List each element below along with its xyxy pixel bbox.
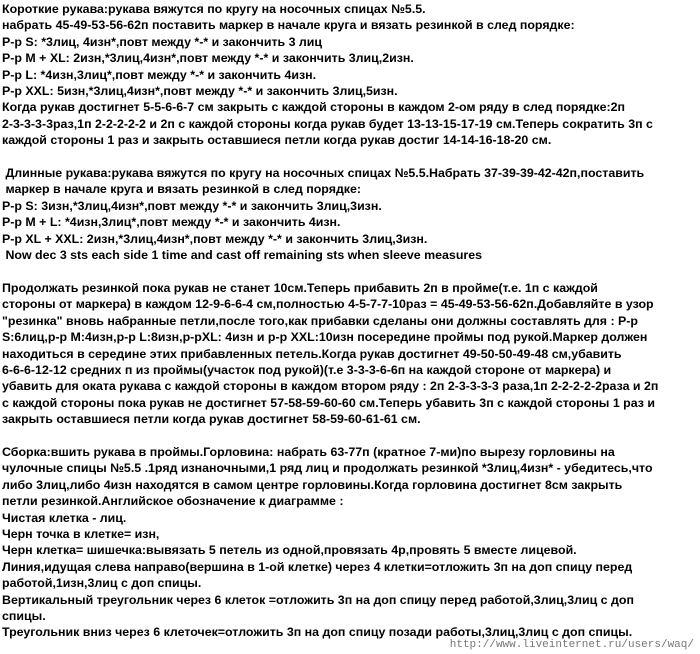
- text-line: Черн точка в клетке= изн,: [2, 526, 160, 541]
- text-line: Когда рукав достигнет 5-5-6-6-7 см закрыть с каждой стороны в каждом 2-ом ряду в след порядке:2п: [2, 100, 626, 115]
- section-short-sleeves: [2, 1, 698, 149]
- text-line: стороны от маркера) в каждом 12-9-6-6-4 см,полностью 4-5-7-7-10раз = 45-49-53-56-62п.Добавляйте в узор: [2, 297, 654, 312]
- text-line: Черн клетка= шишечка:вывязать 5 петель из одной,провязать 4р,провять 5 вместе лицевой.: [2, 543, 577, 558]
- paragraph-gap: [2, 263, 698, 279]
- text-line: закрыть оставшиеся петли когда рукав достигнет 58-59-60-61-61 см.: [2, 412, 421, 427]
- text-line: Now dec 3 sts each side 1 time and cast off remaining sts when sleeve measures: [2, 248, 482, 263]
- text-line: с каждой стороны пока рукав не достигнет 57-58-59-60-60 см.Теперь убавить 3п с каждой стороны 1 раз и: [2, 395, 655, 410]
- text-line: петли резинкой.Английское обозначение к диаграмме :: [2, 494, 344, 509]
- text-line: Чистая клетка - лиц.: [2, 510, 127, 525]
- text-line: 6-6-6-12-12 средних п из проймы(участок под рукой)(т.е 3-3-3-6-6п на каждой стороне от маркера) и: [2, 362, 612, 377]
- text-line: Р-р XXL: 5изн,*3лиц,4изн*,повт между *-* и закончить 3лиц,5изн.: [2, 84, 398, 99]
- text-line: Длинные рукава:рукава вяжутся по кругу на носочных спицах №5.5.Набрать 37-39-39-42-42п,поставить: [2, 166, 645, 181]
- text-line: Р-р S: *3лиц, 4изн*,повт между *-* и закончить 3 лиц: [2, 34, 323, 49]
- text-line: "резинка" вновь набранные петли,после того,как прибавки сделаны они должны составлять для : Р-р: [2, 313, 638, 328]
- text-line: Короткие рукава:рукава вяжутся по кругу на носочных спицах №5.5.: [2, 2, 426, 16]
- text-line: Продолжать резинкой пока рукав не станет 10см.Теперь прибавить 2п в пройме(т.е. 1п с каждой: [2, 280, 598, 295]
- text-line: Треугольник вниз через 6 клеточек=отложить 3п на доп спицу позади работы,3лиц,3лиц с доп спицы.: [2, 625, 633, 640]
- text-line: Р-р M + L: *4изн,3лиц*,повт между *-* и закончить 4изн.: [2, 215, 341, 230]
- text-line: Вертикальный треугольник через 6 клеток =отложить 3п на доп спицу перед работой,3лиц,3лиц с доп: [2, 592, 634, 607]
- text-line: убавить для оката рукава с каждой стороны в каждом втором ряду : 2п 2-3-3-3-3 раза,1п 2-2-2-2-2раза и 2п: [2, 379, 659, 394]
- text-line: спицы.: [2, 608, 46, 623]
- text-line: находиться в середине этих прибавленных петель.Когда рукав достигнет 49-50-50-49-48 см,убавить: [2, 346, 622, 361]
- section-long-sleeves: [2, 165, 698, 263]
- text-line: Р-р S: 3изн,*3лиц,4изн*,повт между *-* и закончить 3лиц,3изн.: [2, 198, 382, 213]
- text-line: набрать 45-49-53-56-62п поставить маркер в начале круга и вязать резинкой в след порядке:: [2, 18, 575, 33]
- section-assembly: [2, 444, 698, 641]
- paragraph-gap: [2, 149, 698, 165]
- section-continue-rib: [2, 280, 698, 428]
- text-line: Сборка:вшить рукава в проймы.Горловина: набрать 63-77п (кратное 7-ми)по вырезу горловины на: [2, 444, 615, 459]
- text-line: Р-р L: *4изн,3лиц*,повт между *-* и закончить 4изн.: [2, 67, 317, 82]
- text-line: Линия,идущая слева направо(вершина в 1-ой клетке) через 4 клетки=отложить 3п на доп спицу перед: [2, 559, 633, 574]
- text-line: Р-р M + XL: 2изн,*3лиц,4изн*,повт между *-* и закончить 3лиц,2изн.: [2, 51, 414, 66]
- text-line: каждой стороны 1 раз и закрыть оставшиеся петли когда рукав достиг 14-14-16-18-20 см.: [2, 133, 552, 148]
- text-line: Р-р XL + XXL: 2изн,*3лиц,4изн*,повт между *-* и закончить 3лиц,3изн.: [2, 231, 428, 246]
- text-line: S:6лиц,р-р M:4изн,р-р L:8изн,р-рXL: 4изн и р-р XXL:10изн посередине проймы под рукой.Маркер должен: [2, 330, 648, 345]
- text-line: 2-3-3-3-3раз,1п 2-2-2-2-2 и 2п с каждой стороны когда рукав будет 13-13-15-17-19 см.Теперь сократить 3п с: [2, 116, 653, 131]
- text-line: маркер в начале круга и вязать резинкой в след порядке:: [2, 182, 362, 197]
- paragraph-gap: [2, 428, 698, 444]
- text-line: работой,1изн,3лиц с доп спицы.: [2, 576, 202, 591]
- knitting-instructions-document: [2, 1, 698, 641]
- text-line: чулочные спицы №5.5 .1ряд изнаночными,1 ряд лиц и продолжать резинкой *3лиц,4изн* - убедитесь,что: [2, 461, 653, 476]
- text-line: либо 3лиц,либо 4изн находятся в самом центре горловины.Когда горловина достигнет 8см закрыть: [2, 477, 623, 492]
- source-url-watermark: http://www.liveinternet.ru/users/waq/: [449, 639, 694, 651]
